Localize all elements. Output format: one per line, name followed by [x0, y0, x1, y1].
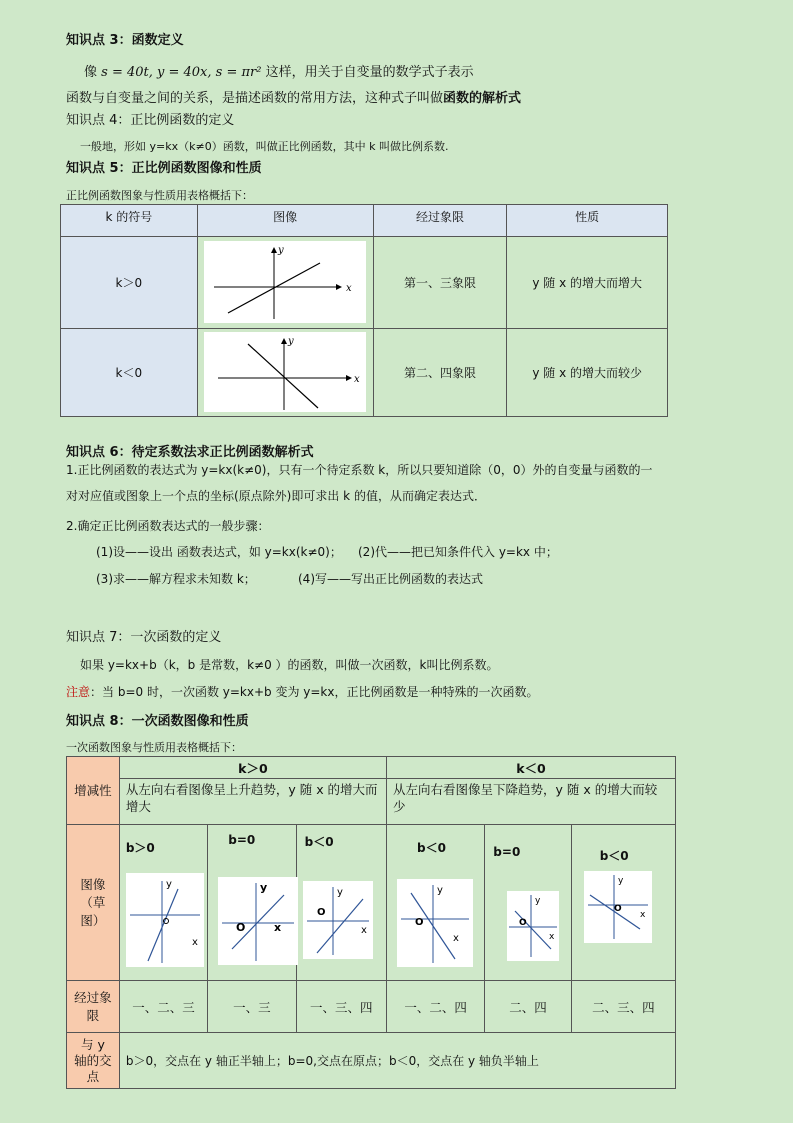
y-label: y [617, 876, 624, 886]
y-label: y [165, 879, 172, 890]
case5-graph-cell [485, 825, 571, 981]
case5-thumb [507, 891, 559, 961]
case2-quadrants: 一、三 [208, 981, 296, 1033]
case1-quadrants: 一、二、三 [119, 981, 207, 1033]
y-arrow [281, 338, 287, 344]
case4-b: b＜0 [417, 841, 446, 855]
sec6-step3: (3)求——解方程求未知数 k； [96, 572, 256, 586]
kpos-line-graph [204, 241, 366, 323]
graph-kpos-bpos [126, 873, 204, 967]
origin-label: O [316, 907, 326, 918]
sec3-line1-pre: 像 [84, 65, 98, 80]
sec5-header-k: k 的符号 [61, 205, 198, 237]
sec3-line2 [66, 87, 521, 106]
k-neg-header: k＜0 [387, 757, 676, 779]
x-label: x [639, 910, 646, 920]
sec3-line1 [84, 61, 474, 80]
case1-b: b＞0 [125, 841, 155, 855]
x-label: x [453, 933, 459, 944]
origin-label: O [519, 918, 527, 928]
case1-thumb [126, 873, 204, 967]
graph-kpos-bzero [218, 877, 298, 965]
case6-thumb [584, 871, 652, 943]
x-label: x [274, 921, 282, 934]
sec7-note [66, 683, 538, 700]
sec3-line1-post: 这样，用关于自变量的数学式子表示 [265, 65, 474, 80]
sec7-note-label: 注意 [66, 685, 91, 699]
sec5-kneg-property: y 随 x 的增大而较少 [507, 329, 668, 417]
x-arrow [346, 375, 352, 381]
sec5-header-property: 性质 [507, 205, 668, 237]
sec5-kpos-property: y 随 x 的增大而增大 [507, 237, 668, 329]
sec5-intro: 正比例函数图象与性质用表格概括下： [66, 189, 253, 202]
case4-graph-cell [387, 825, 485, 981]
k-pos-header: k＞0 [119, 757, 386, 779]
sec5-table [60, 204, 668, 417]
trend-line [148, 889, 178, 961]
case2-graph-cell [208, 825, 296, 981]
sec5-kneg-graph-cell [197, 329, 373, 417]
sec6-step2: (2)代——把已知条件代入 y=kx 中； [358, 545, 558, 559]
y-label: y [260, 881, 268, 894]
x-label: x [549, 932, 555, 942]
graph-label: 图像（草图） [67, 825, 120, 981]
case5-b: b=0 [493, 845, 521, 859]
sec5-kneg-graph [204, 332, 366, 412]
sec4-text: 一般地，形如 y=kx（k≠0）函数，叫做正比例函数，其中 k 叫做比例系数. [80, 140, 449, 153]
x-label: x [354, 374, 360, 385]
x-label: x [360, 925, 367, 936]
graph-kneg-bzero [507, 891, 559, 961]
case5-quadrants: 二、四 [485, 981, 571, 1033]
x-label: x [191, 937, 198, 948]
trend-label: 增减性 [67, 757, 120, 825]
case4-thumb [397, 879, 473, 967]
sec5-header-row [61, 205, 668, 237]
sec5-kpos-label: k＞0 [61, 237, 198, 329]
y-label: y [336, 887, 343, 898]
graph-kneg-bpos [397, 879, 473, 967]
graph-kneg-bneg [584, 871, 652, 943]
sec3-line2-pre: 函数与自变量之间的关系，是描述函数的常用方法，这种式子叫做 [66, 91, 444, 106]
sec7-note-text: ：当 b=0 时，一次函数 y=kx+b 变为 y=kx，正比例函数是一种特殊的一次函数。 [90, 685, 539, 699]
graph-kpos-bneg [303, 881, 373, 959]
sec6-p1b: 对对应值或图象上一个点的坐标(原点除外)即可求出 k 的值，从而确定表达式． [66, 489, 486, 503]
sec8-k-row [67, 757, 676, 779]
trend-neg: 从左向右看图像呈下降趋势，y 随 x 的增大而较少 [387, 779, 676, 825]
origin-label: O [236, 921, 246, 934]
case3-thumb [303, 881, 373, 959]
sec6-p1: 1.正比例函数的表达式为 y=kx(k≠0)，只有一个待定系数 k，所以只要知道除（0，0）外的自变量与函数的一 [66, 463, 653, 477]
case1-graph-cell [119, 825, 207, 981]
sec5-kpos-graph-cell [197, 237, 373, 329]
case6-b: b＜0 [599, 849, 629, 863]
sec5-row-kpos [61, 237, 668, 329]
sec3-formula: s = 40t, y = 40x, s = πr² [101, 65, 262, 80]
sec5-kpos-quadrants: 第一、三象限 [373, 237, 507, 329]
sec3-line2-bold: 函数的解析式 [443, 91, 522, 106]
kneg-line-graph [204, 332, 366, 412]
sec5-kneg-label: k＜0 [61, 329, 198, 417]
sec8-intro: 一次函数图象与性质用表格概括下： [66, 741, 242, 754]
sec6-step4: (4)写——写出正比例函数的表达式 [298, 572, 483, 586]
sec5-header-quadrant: 经过象限 [373, 205, 507, 237]
case2-b: b=0 [228, 833, 256, 847]
sec7-heading: 知识点 7：一次函数的定义 [66, 630, 222, 645]
case3-b: b＜0 [304, 835, 334, 849]
sec8-intercept-row [67, 1033, 676, 1089]
trend-line [515, 911, 551, 949]
sec6-p2: 2.确定正比例函数表达式的一般步骤： [66, 519, 270, 533]
intercept-text: b＞0，交点在 y 轴正半轴上；b=0,交点在原点；b＜0，交点在 y 轴负半轴上 [119, 1033, 675, 1089]
sec5-kpos-graph [204, 241, 366, 323]
case2-thumb [218, 877, 298, 965]
case6-graph-cell [571, 825, 675, 981]
sec8-table [66, 756, 676, 1089]
sec4-heading: 知识点 4：正比例函数的定义 [66, 113, 235, 128]
origin-label: O [613, 904, 622, 914]
sec5-kneg-quadrants: 第二、四象限 [373, 329, 507, 417]
y-label: y [288, 336, 294, 347]
sec8-quadrant-row [67, 981, 676, 1033]
x-arrow [336, 284, 342, 290]
y-label: y [278, 245, 284, 256]
sec5-row-kneg [61, 329, 668, 417]
sec8-heading: 知识点 8：一次函数图像和性质 [66, 714, 249, 729]
case3-graph-cell [296, 825, 386, 981]
sec6-step1: (1)设——设出 函数表达式，如 y=kx(k≠0)； [96, 545, 342, 559]
y-label: y [437, 885, 443, 896]
y-arrow [271, 247, 277, 253]
sec7-text: 如果 y=kx+b（k，b 是常数，k≠0 ）的函数，叫做一次函数，k叫比例系数。 [80, 658, 499, 672]
quadrant-label: 经过象限 [67, 981, 120, 1033]
sec8-trend-row [67, 779, 676, 825]
x-label: x [346, 283, 352, 294]
trend-pos: 从左向右看图像呈上升趋势，y 随 x 的增大而增大 [119, 779, 386, 825]
intercept-label: 与 y 轴的交点 [67, 1033, 120, 1089]
y-label: y [535, 896, 541, 906]
sec5-heading: 知识点 5：正比例函数图像和性质 [66, 161, 262, 176]
line-kneg [248, 344, 318, 408]
sec5-header-graph: 图像 [197, 205, 373, 237]
sec6-heading: 知识点 6：待定系数法求正比例函数解析式 [66, 445, 314, 460]
case4-quadrants: 一、二、四 [387, 981, 485, 1033]
case3-quadrants: 一、三、四 [296, 981, 386, 1033]
origin-label: O [415, 917, 424, 928]
sec8-graph-row [67, 825, 676, 981]
case6-quadrants: 二、三、四 [571, 981, 675, 1033]
sec3-heading: 知识点 3：函数定义 [66, 33, 184, 48]
